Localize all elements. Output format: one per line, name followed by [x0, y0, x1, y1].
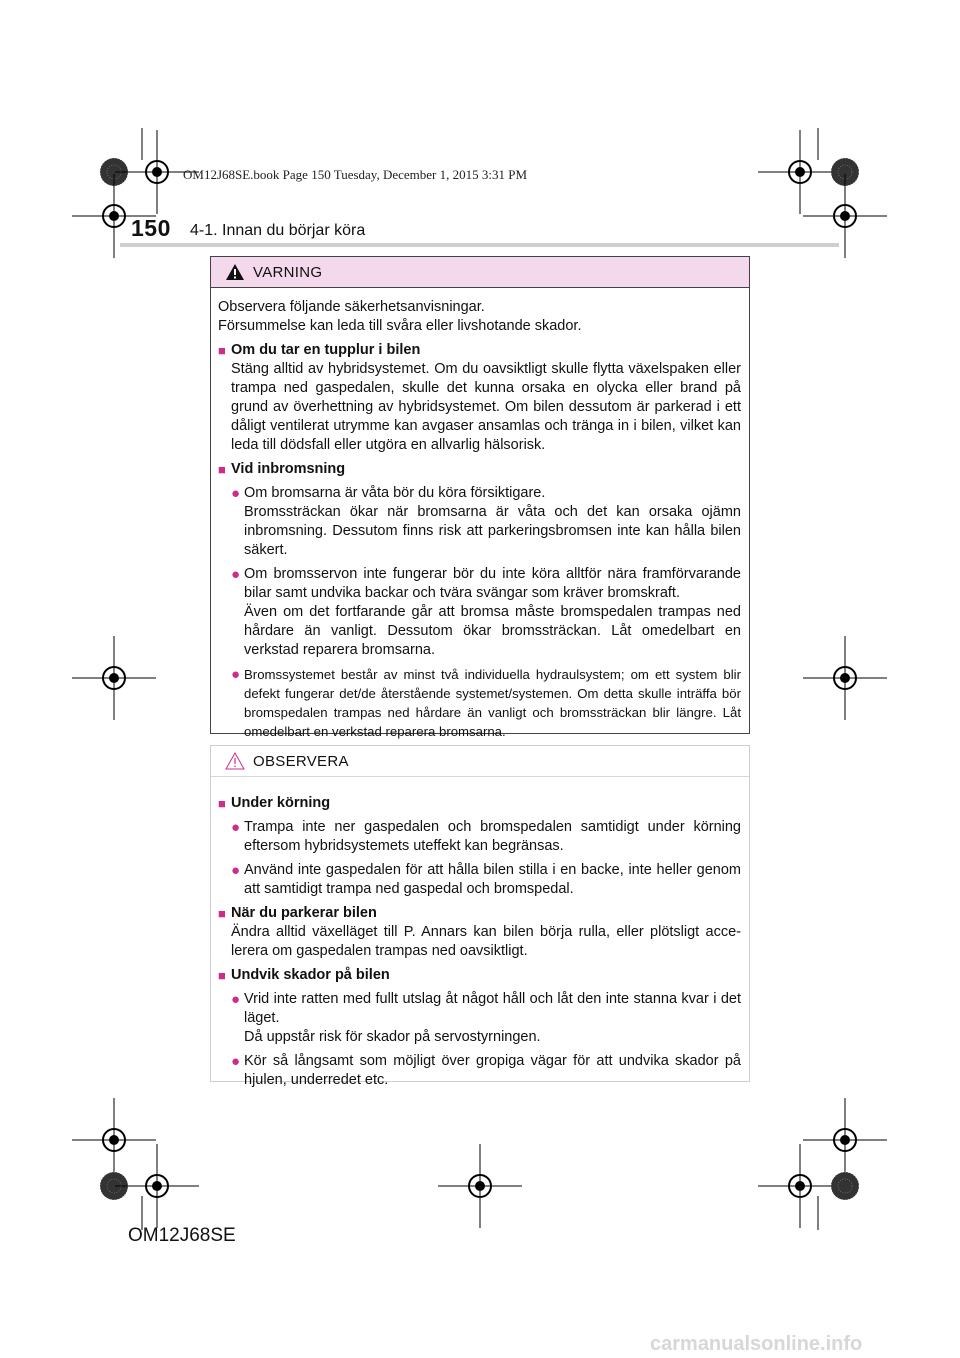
list-item: ● Trampa inte ner gaspedalen och bromspedalen samtidigt under körning eftersom hybridsystemets uteffekt kan begränsas. [231, 819, 741, 854]
warning-intro-1: Observera följande säkerhetsanvisningar. [218, 299, 485, 315]
watermark: carmanualsonline.info [650, 1333, 863, 1355]
circle-bullet-icon: ● [231, 819, 241, 836]
page-number: 150 [131, 215, 171, 241]
list-item: ● Bromssystemet består av minst två individuella hydraulsystem; om ett system blir defekt fungerar det/de återstående systemet/systemen. Om detta skulle inträffa bör bromspedalen trampas ned hårdare än vanligt och bromssträckan blir längre. Låt omedelbart en verkstad reparera bromsarna. [231, 666, 741, 739]
square-bullet-icon: ■ [218, 906, 226, 921]
list-item: ● Vrid inte ratten med fullt utslag åt något håll och låt den inte stanna kvar i det läget. Då uppstår risk för skador på servostyrningen. [231, 991, 741, 1045]
square-bullet-icon: ■ [218, 462, 226, 477]
list-item: ● Om bromsarna är våta bör du köra försiktigare. Bromssträckan ökar när bromsarna är våta och det kan orsaka ojämn inbromsning. Dessutom finns risk att parkeringsbromsen inte kan hålla bilen säkert. [231, 485, 741, 558]
footer-code: OM12J68SE [128, 1225, 236, 1246]
circle-bullet-icon: ● [231, 991, 241, 1008]
warning-intro-2: Försummelse kan leda till svåra eller livshotande skador. [218, 318, 582, 334]
square-bullet-icon: ■ [218, 968, 226, 983]
subheading: ■ När du parkerar bilen [218, 905, 377, 921]
warning-box [210, 256, 750, 739]
notice-label: OBSERVERA [253, 752, 349, 770]
paragraph: Ändra alltid växelläget till P. Annars kan bilen börja rulla, eller plötsligt accelerera om gaspedalen trampas ned oavsiktligt. [231, 924, 741, 959]
section-title: 4-1. Innan du börjar köra [190, 222, 366, 239]
circle-bullet-icon: ● [231, 566, 241, 583]
warning-header [211, 257, 749, 288]
list-item: ● Använd inte gaspedalen för att hålla bilen stilla i en backe, inte heller genom att samtidigt trampa ned gaspedal och bromspedal. [231, 862, 741, 897]
print-stamp: OM12J68SE.book Page 150 Tuesday, December 1, 2015 3:31 PM [183, 167, 528, 182]
notice-header [211, 746, 749, 777]
square-bullet-icon: ■ [218, 796, 226, 811]
header-rule [120, 243, 839, 247]
paragraph: Stäng alltid av hybridsystemet. Om du oavsiktligt skulle flytta växelspaken eller trampa ned gaspedalen, skulle det kunna orsaka en olycka eller brand på grund av överhettning av hybridsystemet. Om bilen dessutom är parkerad i ett dåligt ventilerat utrymme kan avgaser ansamlas och tränga in i bilen, vilket kan leda till dödsfall eller utgöra en allvarlig hälsorisk. [231, 361, 741, 453]
circle-bullet-icon: ● [231, 1053, 241, 1070]
warning-label: VARNING [253, 263, 323, 281]
subheading: ■ Undvik skador på bilen [218, 967, 390, 983]
list-item: ● Kör så långsamt som möjligt över gropiga vägar för att undvika skador på hjulen, underredet etc. [231, 1053, 741, 1088]
circle-bullet-icon: ● [231, 862, 241, 879]
subheading: ■ Vid inbromsning [218, 461, 346, 477]
notice-box [210, 745, 750, 1088]
circle-bullet-icon: ● [231, 666, 241, 683]
square-bullet-icon: ■ [218, 343, 226, 358]
warning-triangle-icon [225, 263, 245, 281]
circle-bullet-icon: ● [231, 485, 241, 502]
subheading: ■ Om du tar en tupplur i bilen [218, 342, 421, 358]
subheading: ■ Under körning [218, 795, 331, 811]
list-item: ● Om bromsservon inte fungerar bör du inte köra alltför nära framförvarande bilar samt undvika backar och tvära svängar som kräver bromskraft. Även om det fortfarande går att bromsa måste bromspedalen trampas ned hårdare än vanligt. Dessutom ökar bromssträckan. Låt omedelbart en verkstad reparera bromsarna. [231, 566, 741, 658]
caution-triangle-icon [225, 752, 245, 770]
